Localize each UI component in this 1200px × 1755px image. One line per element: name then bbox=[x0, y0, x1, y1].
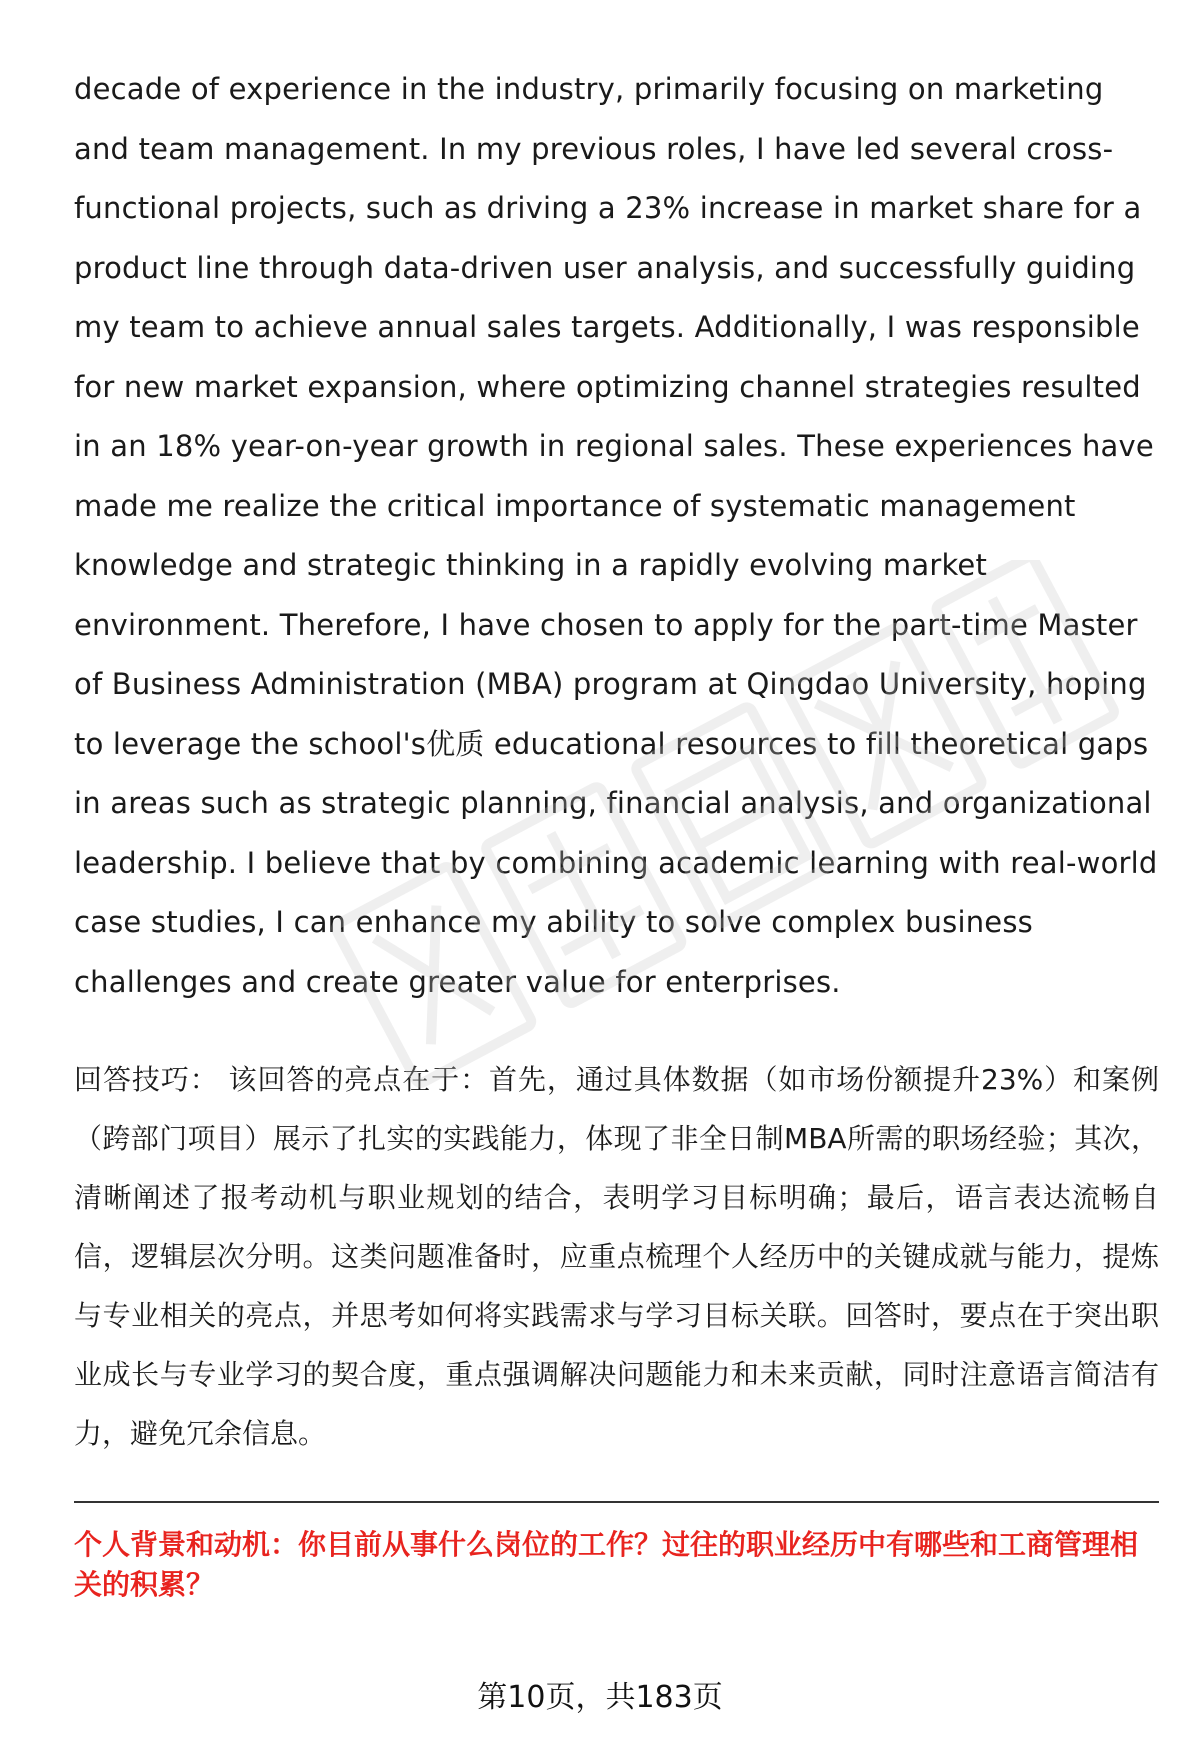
section-divider bbox=[74, 1501, 1159, 1503]
answer-paragraph: decade of experience in the industry, primarily focusing on marketing and team management. In my previous roles, I have led several cross-functional projects, such as driving a 23% increase in market share for a product line through data-driven user analysis, and successfully guiding my team to achieve annual sales targets. Additionally, I was responsible for new market expansion, where optimizing channel strategies resulted in an 18% year-on-year growth in regional sales. These experiences have made me realize the critical importance of systematic management knowledge and strategic thinking in a rapidly evolving market environment. Therefore, I have chosen to apply for the part-time Master of Business Administration (MBA) program at Qingdao University, hoping to leverage the school's优质 educational resources to fill theoretical gaps in areas such as strategic planning, financial analysis, and organizational leadership. I believe that by combining academic learning with real-world case studies, I can enhance my ability to solve complex business challenges and create greater value for enterprises. bbox=[74, 72, 1158, 999]
answer-tips-paragraph: 回答技巧： 该回答的亮点在于：首先，通过具体数据（如市场份额提升23%）和案例（跨部门项目）展示了扎实的实践能力，体现了非全日制MBA所需的职场经验；其次，清晰阐述了报考动机与职业规划的结合，表明学习目标明确；最后，语言表达流畅自信，逻辑层次分明。这类问题准备时，应重点梳理个人经历中的关键成就与能力，提炼与专业相关的亮点，并思考如何将实践需求与学习目标关联。回答时，要点在于突出职业成长与专业学习的契合度，重点强调解决问题能力和未来贡献，同时注意语言简洁有力，避免冗余信息。 bbox=[74, 1063, 1159, 1450]
document-page bbox=[74, 60, 1159, 1605]
next-question-heading: 个人背景和动机：你目前从事什么岗位的工作？过往的职业经历中有哪些和工商管理相关的积累？ bbox=[74, 1528, 1139, 1601]
page-footer: 第10页，共183页 bbox=[477, 1680, 723, 1715]
